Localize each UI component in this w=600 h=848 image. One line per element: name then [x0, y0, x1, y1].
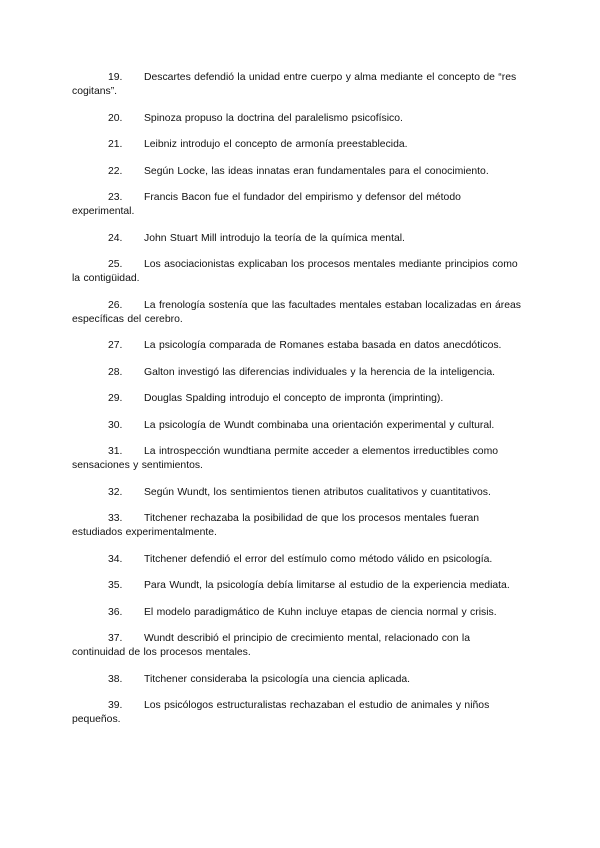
item-text: Spinoza propuso la doctrina del paralelismo psicofísico. [144, 112, 403, 124]
list-item [72, 165, 524, 179]
item-number: 39. [108, 700, 123, 711]
list-item [72, 71, 524, 99]
list-item [72, 419, 524, 433]
list-item [72, 339, 524, 353]
item-text: La psicología comparada de Romanes estaba basada en datos anecdóticos. [144, 340, 502, 351]
item-text: Según Wundt, los sentimientos tienen atributos cualitativos y cuantitativos. [144, 486, 491, 498]
list-item [72, 191, 524, 219]
list-item [72, 512, 524, 540]
document-page [72, 71, 524, 740]
item-number: 21. [108, 139, 123, 150]
list-item [72, 138, 524, 152]
list-item [72, 553, 524, 567]
item-number: 27. [108, 340, 123, 351]
item-number: 34. [108, 553, 123, 565]
item-number: 23. [108, 192, 123, 203]
item-text: Wundt describió el principio de crecimiento mental, relacionado con la continuidad de los procesos mentales. [72, 633, 471, 658]
list-item [72, 632, 524, 660]
item-text: La introspección wundtiana permite acceder a elementos irreductibles como sensaciones y sentimientos. [72, 446, 499, 471]
item-number: 30. [108, 419, 123, 431]
item-number: 24. [108, 232, 123, 244]
item-number: 22. [108, 165, 123, 177]
list-item [72, 258, 524, 286]
item-number: 36. [108, 606, 123, 618]
list-item [72, 232, 524, 246]
item-number: 19. [108, 72, 123, 83]
list-item [72, 579, 524, 593]
list-item [72, 112, 524, 126]
item-text: John Stuart Mill introdujo la teoría de la química mental. [144, 232, 405, 244]
item-text: La frenología sostenía que las facultades mentales estaban localizadas en áreas específicas del cerebro. [72, 299, 521, 325]
item-text: Galton investigó las diferencias individuales y la herencia de la inteligencia. [144, 366, 495, 378]
list-item [72, 673, 524, 687]
item-number: 20. [108, 112, 123, 124]
item-text: Titchener rechazaba la posibilidad de que los procesos mentales fueran estudiados experimentalmente. [72, 513, 480, 538]
item-number: 28. [108, 366, 123, 378]
list-item [72, 366, 524, 380]
item-text: Titchener defendió el error del estímulo como método válido en psicología. [144, 553, 493, 565]
item-text: La psicología de Wundt combinaba una orientación experimental y cultural. [144, 419, 495, 431]
list-item [72, 392, 524, 406]
item-text: Para Wundt, la psicología debía limitarse al estudio de la experiencia mediata. [144, 580, 510, 591]
item-number: 32. [108, 486, 123, 498]
item-number: 25. [108, 259, 123, 270]
item-number: 33. [108, 513, 123, 524]
item-text: Douglas Spalding introdujo el concepto de impronta (imprinting). [144, 393, 444, 404]
list-item [72, 606, 524, 620]
list-item [72, 699, 524, 727]
item-number: 31. [108, 446, 123, 457]
item-number: 35. [108, 580, 123, 591]
item-number: 29. [108, 393, 123, 404]
item-number: 26. [108, 299, 123, 311]
item-text: Descartes defendió la unidad entre cuerpo y alma mediante el concepto de “res cogitans”. [72, 72, 517, 97]
item-number: 37. [108, 633, 123, 644]
list-item [72, 299, 524, 327]
item-text: Francis Bacon fue el fundador del empirismo y defensor del método experimental. [72, 192, 461, 217]
item-text: Titchener consideraba la psicología una ciencia aplicada. [144, 673, 411, 685]
item-text: Leibniz introdujo el concepto de armonía preestablecida. [144, 139, 408, 150]
item-text: Según Locke, las ideas innatas eran fundamentales para el conocimiento. [144, 165, 489, 177]
list-item [72, 486, 524, 500]
item-text: El modelo paradigmático de Kuhn incluye etapas de ciencia normal y crisis. [144, 606, 497, 618]
item-text: Los psicólogos estructuralistas rechazaban el estudio de animales y niños pequeños. [72, 700, 490, 725]
item-number: 38. [108, 673, 123, 685]
item-text: Los asociacionistas explicaban los procesos mentales mediante principios como la contigüidad. [72, 259, 518, 284]
list-item [72, 445, 524, 473]
